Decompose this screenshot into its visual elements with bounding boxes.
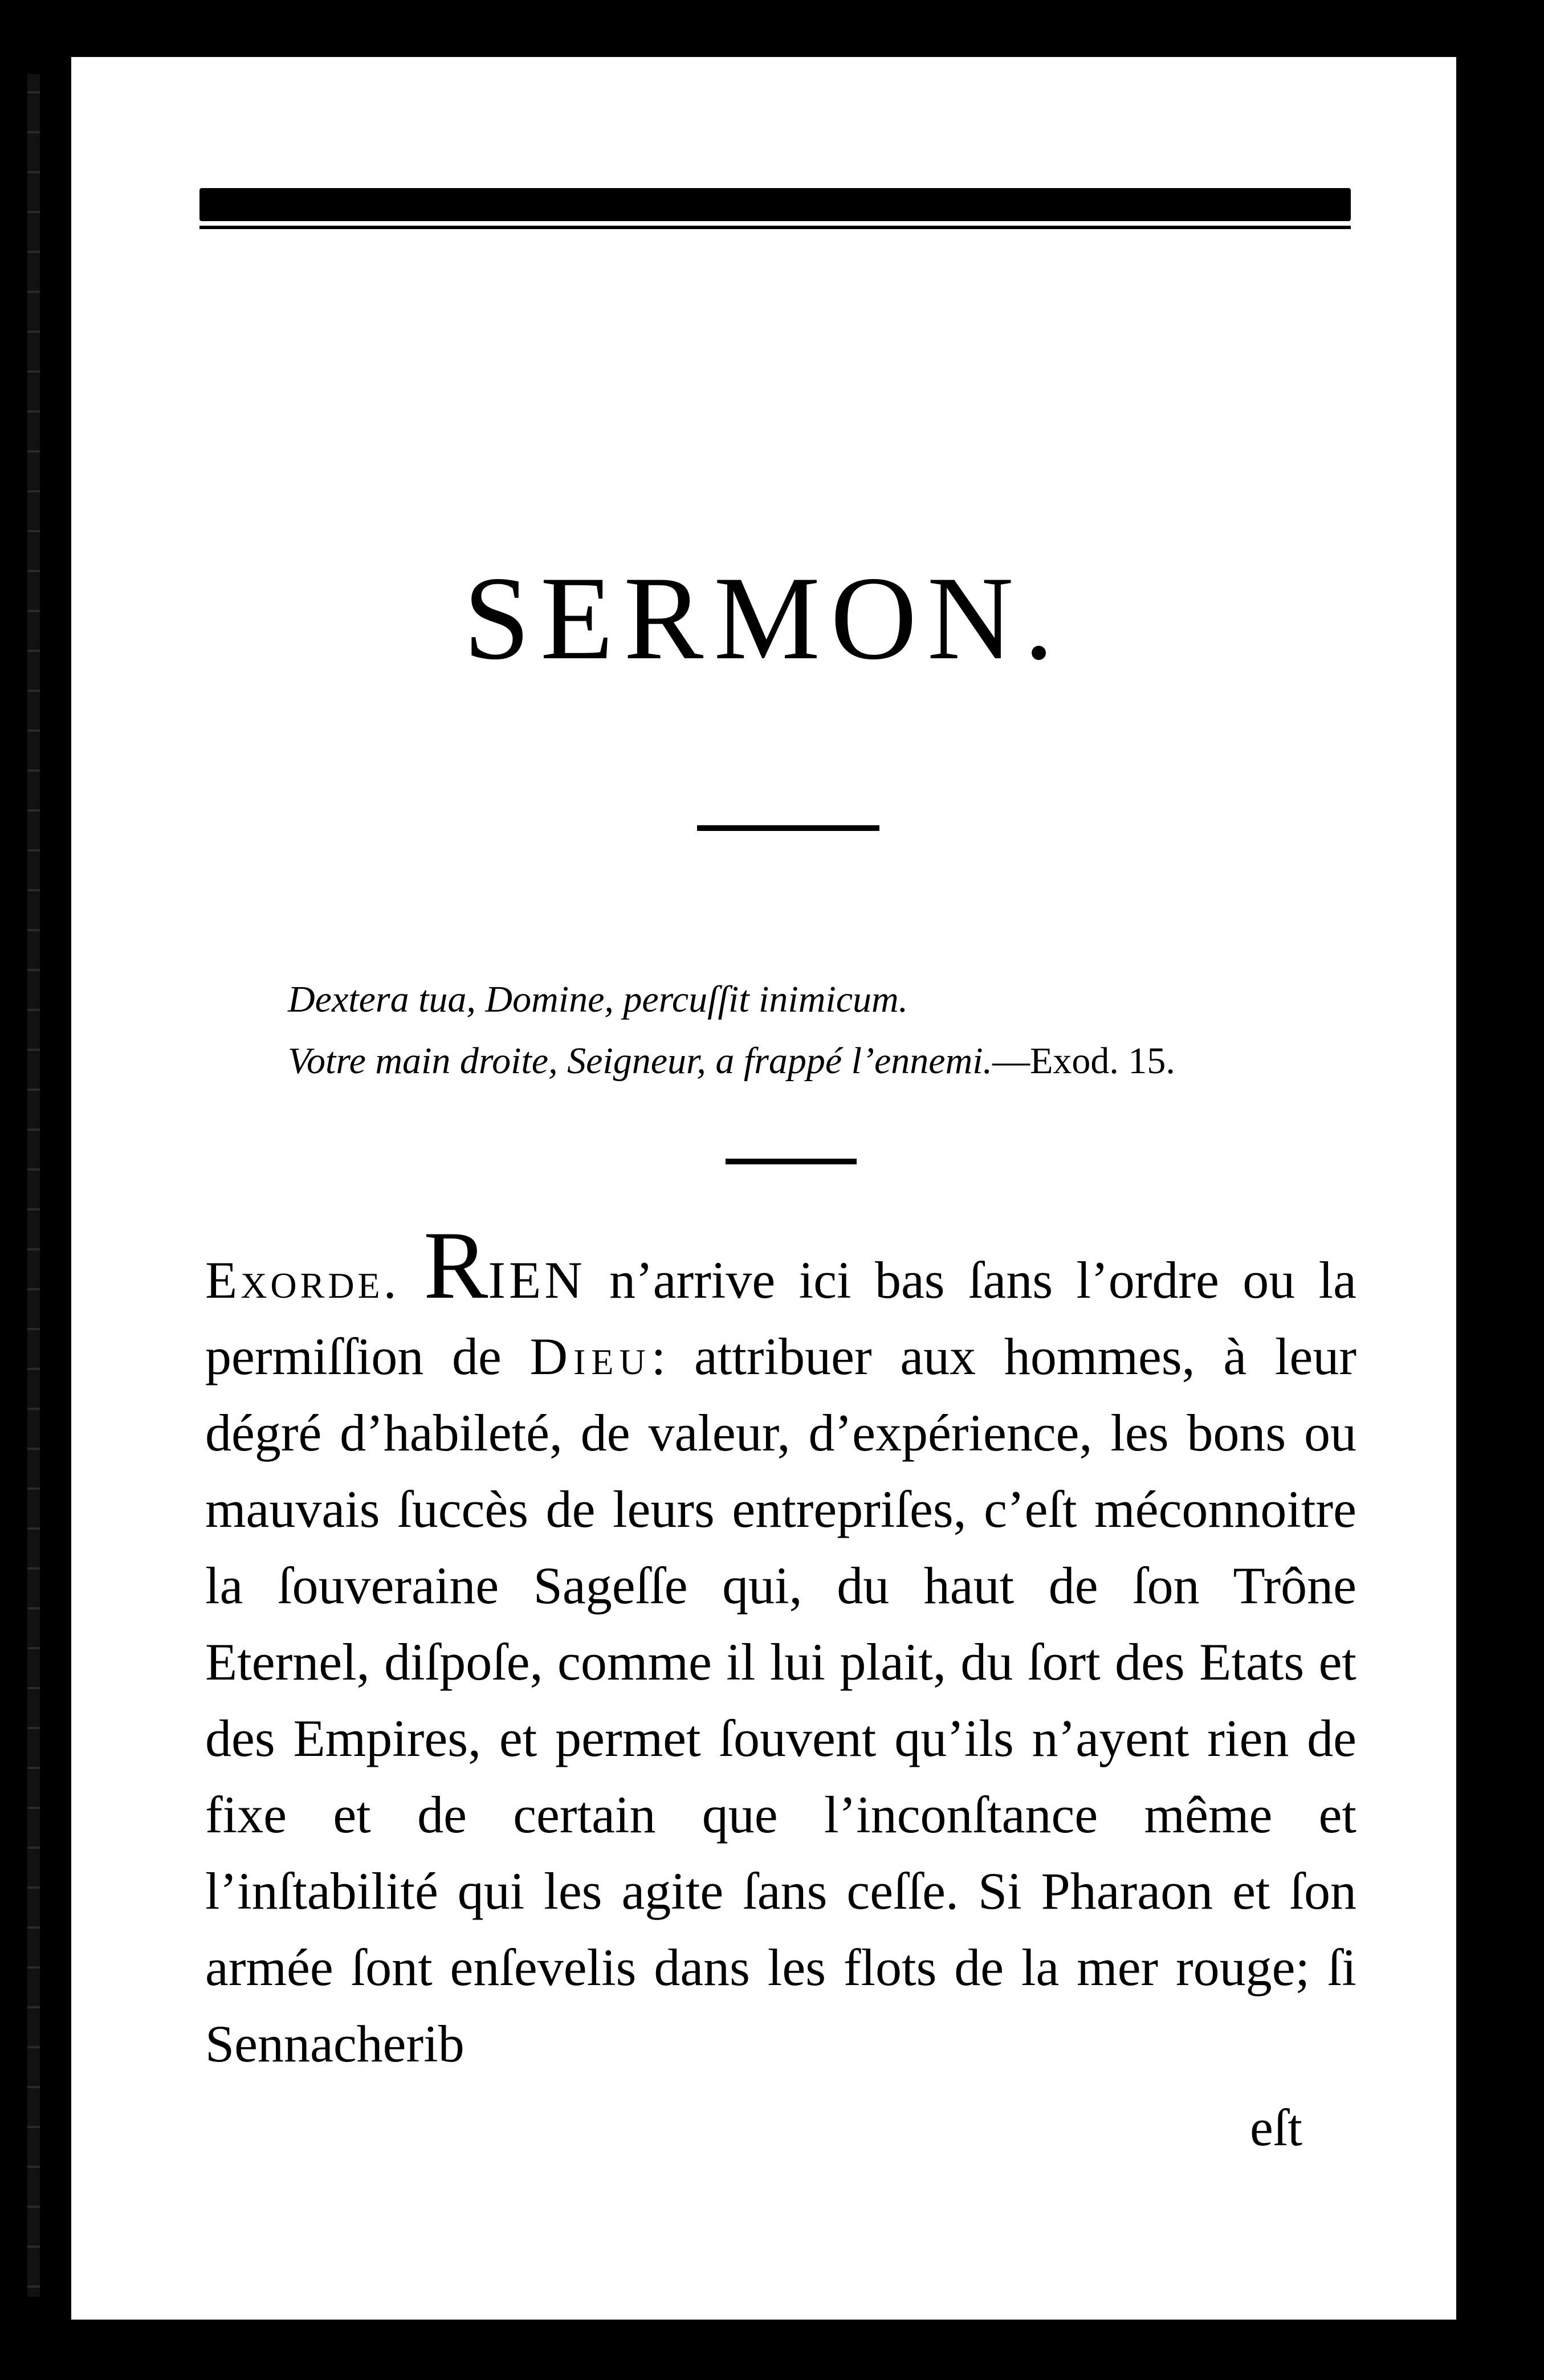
page-title: SERMON.	[463, 552, 1064, 684]
epigraph-reference: —Exod. 15.	[992, 1040, 1175, 1082]
body-text-part-1: n’arrive ici bas ſans l’ordre ou la permiſſion de	[205, 1251, 1356, 1385]
header-ornamental-rule	[199, 188, 1351, 221]
epigraph-divider	[726, 1159, 857, 1164]
sermon-body	[205, 1212, 1357, 2082]
section-label: Exorde.	[205, 1251, 400, 1309]
catchword: eſt	[1250, 2098, 1302, 2157]
title-divider	[697, 825, 879, 831]
spine-edge	[27, 74, 40, 2297]
epigraph	[288, 969, 1428, 1092]
body-text-part-2: : attribuer aux hommes, à leur dégré d’habileté, de valeur, d’expérience, les bons ou mauvais ſuccès de leurs entrepriſes, c’eſt méconnoitre la ſouveraine Sageſſe qui, du haut de ſon Trône Eternel, diſpoſe, comme il lui plait, du ſort des Etats et des Empires, et permet ſouvent qu’ils n’ayent rien de fixe et de certain que l’inconſtance même et l’inſtabilité qui les agite ſans ceſſe. Si Pharaon et ſon armée ſont enſevelis dans les flots de la mer rouge; ſi Sennacherib	[205, 1327, 1357, 2073]
dieu-small-caps: Dieu	[529, 1327, 651, 1385]
opening-word: IEN	[488, 1251, 586, 1309]
epigraph-latin: Dextera tua, Domine, percuſſit inimicum.	[288, 979, 909, 1020]
book-spine	[0, 0, 71, 2380]
book-page	[71, 57, 1456, 2320]
epigraph-french: Votre main droite, Seigneur, a frappé l’ennemi.	[288, 1040, 993, 1082]
epigraph-french-line	[288, 1030, 1428, 1092]
drop-cap: R	[423, 1212, 488, 1319]
